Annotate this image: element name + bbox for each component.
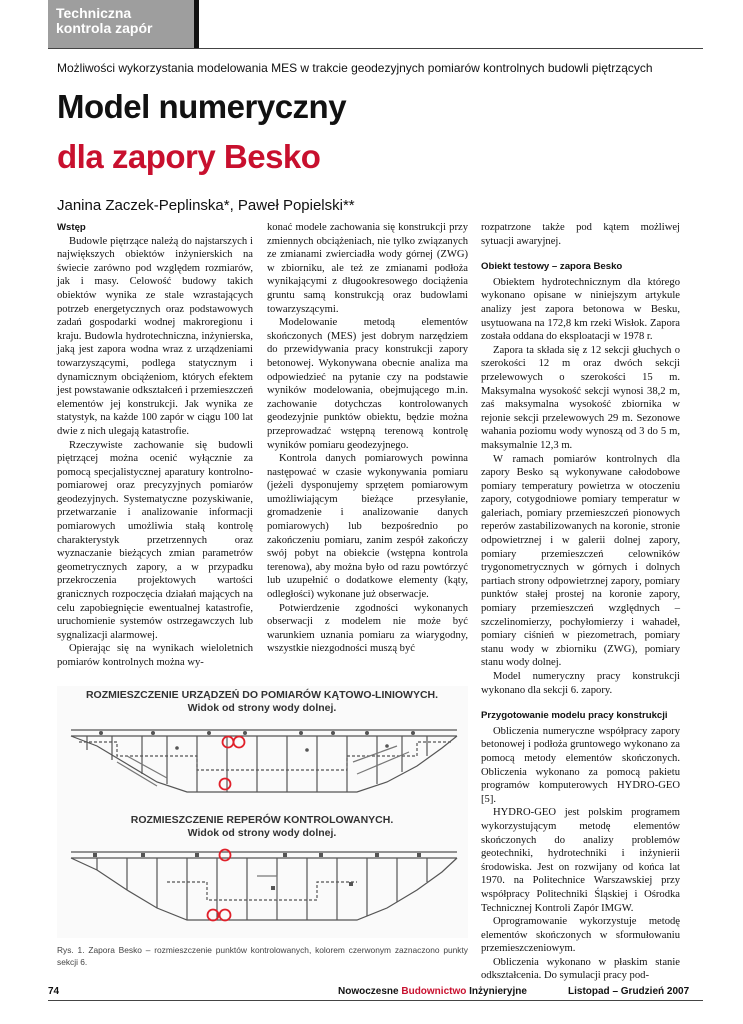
- figure-title-2: ROZMIESZCZENIE REPERÓW KONTROLOWANYCH.: [130, 814, 394, 826]
- article-subtitle: Możliwości wykorzystania modelowania MES w trakcie geodezyjnych pomiarów kontrolnych budowli piętrzących: [57, 61, 653, 75]
- article-authors: Janina Zaczek-Peplinska*, Paweł Popielski**: [57, 197, 355, 214]
- article-title-line1: Model numeryczny: [57, 88, 347, 125]
- paragraph: Model numeryczny pracy konstrukcji wykonano dla sekcji 6. zapory.: [481, 671, 680, 696]
- bottom-rule: [48, 1000, 703, 1001]
- paragraph: W ramach pomiarów kontrolnych dla zapory Besko są wykonywane całodobowe pomiary temperatury powietrza w otoczeniu zapory, cotygodniowe pomiary temperatur w galeriach, pomiary przemieszczeń pionowych reperów zastabilizowanych na koronie, stronie odpowietrznej i w galerii dolnej zapory, pomiary przemieszczeń celowników trygonometrycznych w górnych i dolnych partiach strony odpowietrznej zapory, pomiary punktów stałej prostej na koronie zapory, pomiary przemieszczeń względnych – szczelinomierzy, pochyłomierzy i wahadeł, pomiary ciśnień w piezometrach, pomiary stanu wody w zbiorniku (ZWG), pomiary stanu wody dolnej.: [481, 453, 680, 669]
- paragraph: Obliczenia numeryczne współpracy zapory betonowej i podłoża gruntowego wykonano za pomocą metody elementów skończonych. Obliczenia wykonano za pomocą pakietu programów komputerowych HYDRO-GEO [5].: [481, 725, 680, 805]
- journal-name-part1: Nowoczesne: [338, 986, 402, 997]
- paragraph: rozpatrzone także pod kątem możliwej sytuacji awaryjnej.: [481, 222, 680, 247]
- journal-name-accent: Budownictwo: [401, 986, 467, 997]
- journal-name: [338, 986, 527, 997]
- paragraph: Kontrola danych pomiarowych powinna następować w czasie wykonywania pomiaru (jeżeli dysponujemy sprzętem pomiarowym umożliwiającym bieżące przesyłanie, gromadzenie i analizowanie danych pomiarowych) lub bezpośrednio po zakończeniu pomiaru, zanim zespół zakończy swój pobyt na obiekcie (wstępna kontrola terenowa), aby można było od razu powtórzyć lub uzupełnić o dodatkowe elementy (kąty, odległości) wykonane już obserwacje.: [267, 453, 468, 601]
- dam-drawing: [57, 686, 468, 938]
- page-number: 74: [48, 986, 60, 997]
- issue-date: Listopad – Grudzień 2007: [568, 986, 690, 997]
- section-label-line2: kontrola zapór: [56, 20, 153, 36]
- paragraph: Oprogramowanie wykorzystuje metodę elementów skończonych w sformułowaniu przemieszczeniowym.: [481, 916, 680, 955]
- figure-subtitle-2: Widok od strony wody dolnej.: [187, 827, 337, 839]
- section-label-line1: Techniczna: [56, 5, 132, 21]
- text-column-1: [57, 221, 253, 670]
- article-title-line2: dla zapory Besko: [57, 138, 321, 175]
- paragraph: Rzeczywiste zachowanie się budowli piętrzącej można ocenić wyłącznie za pomocą specjalistycznej aparatury kontrolno-pomiarowej oraz precyzyjnych pomiarów geodezyjnych. Systematyczne pozyskiwanie, przetwarzanie i analizowanie informacji pomiarowych umożliwia stałą kontrolę charakterystyk przetrzennych oraz wyznaczanie bieżących zmian parametrów geometrycznych zapory, a w przypadku przekroczenia projektowych wartości granicznych rozpoczęcia działań mających na celu zapobiegnięcie ewentualnej katastrofie, uruchomienie systemów ostrzegawczych lub sygnalizacji alarmowej.: [57, 439, 253, 641]
- text-column-2: [267, 221, 468, 656]
- figure-caption: Rys. 1. Zapora Besko – rozmieszczenie punktów kontrolowanych, kolorem czerwonym zaznaczono punkty sekcji 6.: [57, 945, 468, 967]
- section-heading-intro: Wstęp: [57, 222, 86, 233]
- text-column-3: [481, 221, 680, 983]
- figure-title-1: ROZMIESZCZENIE URZĄDZEŃ DO POMIARÓW KĄTOWO-LINIOWYCH.: [85, 689, 439, 701]
- figure-subtitle-1: Widok od strony wody dolnej.: [187, 702, 337, 714]
- paragraph: Potwierdzenie zgodności wykonanych obserwacji z modelem nie może być warunkiem uznania pomiaru za wiarygodny, wszystkie niezgodności muszą być: [267, 602, 468, 655]
- dam-figure: [57, 686, 468, 938]
- paragraph: Obliczenia wykonano w płaskim stanie odkształcenia. Do symulacji pracy pod-: [481, 956, 680, 982]
- paragraph: Modelowanie metodą elementów skończonych (MES) jest dobrym narzędziem do przewidywania pracy konstrukcji zapory betonowej. Wykonywana obecnie analiza ma odpowiedzieć na pytanie czy na podstawie wyników modelowania, obejmującego m.in. zachowanie dotychczas kontrolowanych geodezyjnie punktów obiektu, będzie można przeprowadzać wstępną terenową kontrolę wyników pomiaru geodezyjnego.: [267, 317, 468, 451]
- paragraph: Opierając się na wynikach wieloletnich pomiarów kontrolnych można wy-: [57, 643, 253, 668]
- top-rule: [48, 48, 703, 49]
- paragraph: Budowle piętrzące należą do najstarszych i największych obiektów inżynierskich na świecie zarówno pod względem rozmiarów, jak i masy. Celowość budowy takich obiektów wynika ze stale wzrastających potrzeb energetycznych oraz podstawowych zadań gospodarki wodnej makroregionu i kraju. Budowla hydrotechniczna, inżynierska, jaką jest zapora wodna wraz z urządzeniami towarzyszącymi, podlega statycznym i dynamicznym obciążeniom, których efektem jest powstawanie odkształceń i przemieszczeń elementów jej konstrukcji. Jak wynika ze statystyk, na każde 100 zapór w ciągu 100 lat dwie z nich ulegają katastrofie.: [57, 235, 253, 437]
- paragraph: Obiektem hydrotechnicznym dla którego wykonano opisane w niniejszym artykule analizy jest zapora betonowa w Besku, usytuowana na 172,8 km rzeki Wisłok. Zapora została oddana do eksploatacji w 1978 r.: [481, 276, 680, 343]
- paragraph: Zapora ta składa się z 12 sekcji głuchych o szerokości 12 m oraz dwóch sekcji przelewowych o szerokości 15 m. Maksymalna wysokość sekcji wynosi 38,2 m, zaś maksymalna wysokość zbiornika w rejonie sekcji przelewowych 29 m. Sezonowe wahania poziomu wody wynoszą od 3 do 5 m, maksymalnie 12,3 m.: [481, 344, 680, 451]
- paragraph: HYDRO-GEO jest polskim programem wykorzystującym metodę elementów skończonych do analizy problemów geotechniki, hydrotechniki i inżynierii środowiska. Jest on rozwijany od końca lat 1970. na Politechnice Warszawskiej przy współpracy Politechniki Śląskiej i Ośrodka Technicznej Kontroli Zapór IMGW.: [481, 807, 680, 914]
- section-tab: [48, 0, 199, 48]
- section-heading-model: Przygotowanie modelu pracy konstrukcji: [481, 710, 668, 722]
- journal-name-part3: Inżynieryjne: [466, 986, 527, 997]
- paragraph: konać modele zachowania się konstrukcji przy zmiennych obciążeniach, nie tylko związanych ze zmianami zwierciadła wody górnej (ZWG) w zbiorniku, ale też ze zmianami podłoża wynikającymi z długookresowego dociążenia gruntu samą konstrukcją oraz budowlami towarzyszącymi.: [267, 222, 468, 315]
- section-heading-test-object: Obiekt testowy – zapora Besko: [481, 261, 623, 273]
